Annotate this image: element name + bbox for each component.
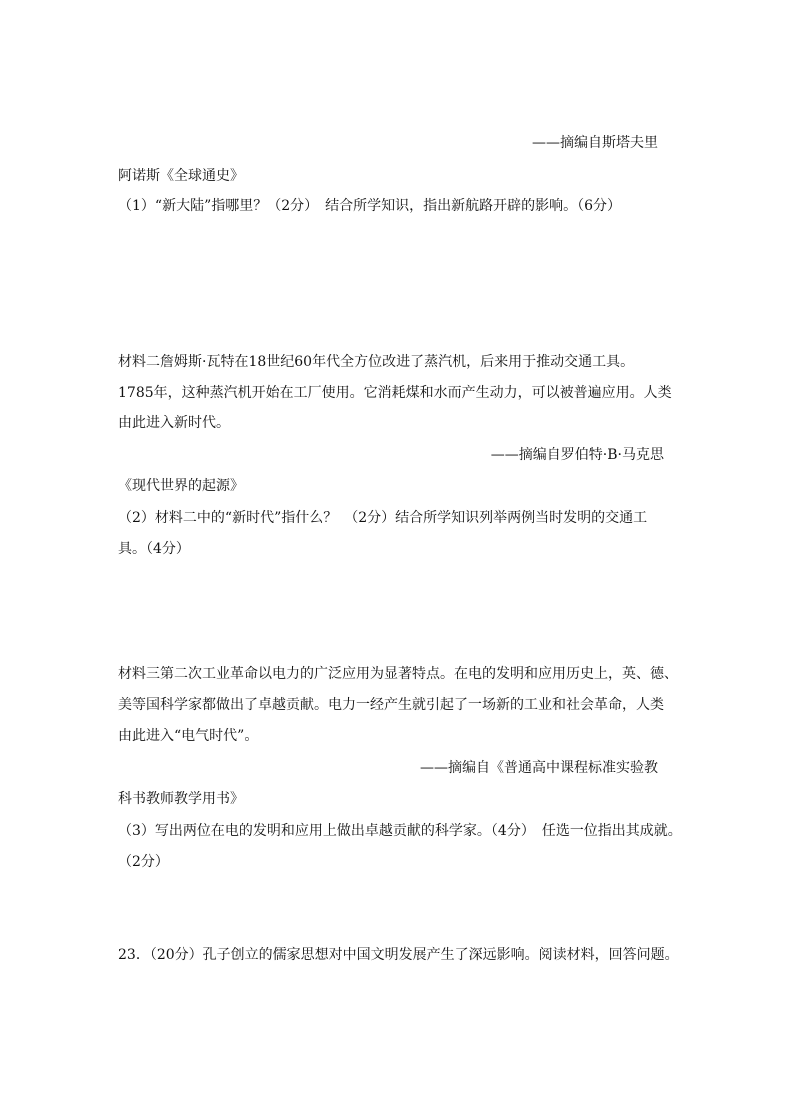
question-3-line-2: （2分） [118, 854, 169, 870]
source-citation-1-part1: ——摘编自斯塔夫里 [532, 135, 658, 151]
material-2-line-1: 材料二詹姆斯·瓦特在18世纪60年代全方位改进了蒸汽机，后来用于推动交通工具。 [118, 354, 635, 370]
question-23-heading: 23．（20分）孔子创立的儒家思想对中国文明发展产生了深远影响。阅读材料，回答问题。 [118, 947, 679, 963]
source-citation-2-part2: 《现代世界的起源》 [118, 478, 244, 494]
question-2-line-2: 具。（4分） [118, 541, 190, 557]
question-1: （1）“新大陆”指哪里？（2分） 结合所学知识，指出新航路开辟的影响。（6分） [118, 198, 622, 214]
source-citation-2-part1: ——摘编自罗伯特·B·马克思 [490, 447, 664, 463]
material-2-line-3: 由此进入新时代。 [118, 415, 230, 431]
question-2-line-1: （2）材料二中的“新时代”指什么？ （2分）结合所学知识列举两例当时发明的交通工 [118, 510, 648, 526]
material-3-line-3: 由此进入“电气时代”。 [118, 728, 259, 744]
material-2-line-2: 1785年，这种蒸汽机开始在工厂使用。它消耗煤和水而产生动力，可以被普遍应用。人类 [118, 385, 672, 401]
source-citation-3-part1: ——摘编自《普通高中课程标准实验教 [420, 760, 658, 776]
source-citation-3-part2: 科书教师教学用书》 [118, 791, 244, 807]
material-3-line-1: 材料三第二次工业革命以电力的广泛应用为显著特点。在电的发明和应用历史上，英、德、 [118, 666, 678, 682]
material-3-line-2: 美等国科学家都做出了卓越贡献。电力一经产生就引起了一场新的工业和社会革命，人类 [118, 697, 664, 713]
question-3-line-1: （3）写出两位在电的发明和应用上做出卓越贡献的科学家。（4分） 任选一位指出其成就。 [118, 823, 682, 839]
source-citation-1-part2: 阿诺斯《全球通史》 [118, 168, 244, 184]
